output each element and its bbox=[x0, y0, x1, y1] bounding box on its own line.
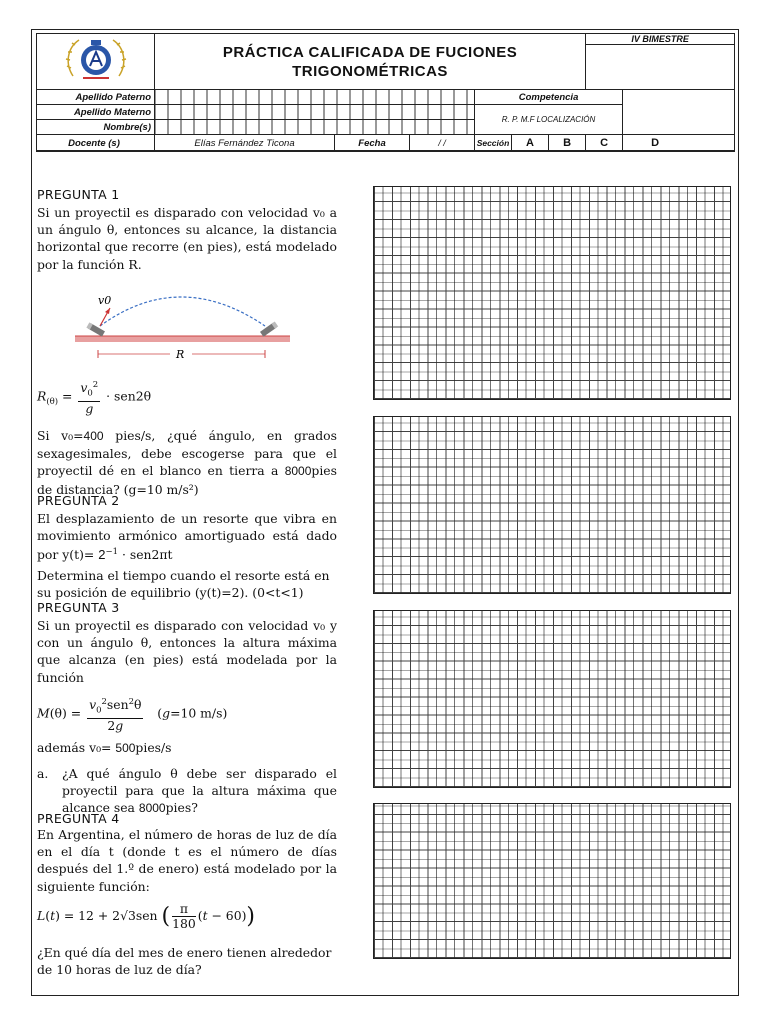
answer-grid-1[interactable] bbox=[373, 186, 731, 400]
apellido-paterno-label: Apellido Paterno bbox=[37, 90, 155, 105]
section-d[interactable]: D bbox=[623, 135, 735, 152]
fig-r-label: R bbox=[176, 348, 185, 361]
projectile-figure bbox=[70, 288, 300, 363]
apellido-materno-label: Apellido Materno bbox=[37, 105, 155, 120]
section-c[interactable]: C bbox=[586, 135, 623, 152]
q3-heading: PREGUNTA 3 bbox=[37, 600, 120, 615]
docente-name: Elías Fernández Ticona bbox=[155, 135, 335, 152]
q4-question: ¿En qué día del mes de enero tienen alrededor de 10 horas de luz de día? bbox=[37, 945, 332, 978]
q1-heading: PREGUNTA 1 bbox=[37, 187, 120, 202]
apellido-paterno-field[interactable] bbox=[155, 90, 475, 105]
page-title: PRÁCTICA CALIFICADA DE FUCIONES TRIGONOMÉTRICAS bbox=[155, 34, 586, 90]
docente-label: Docente (s) bbox=[37, 135, 155, 152]
q4-heading: PREGUNTA 4 bbox=[37, 811, 120, 826]
nombres-field[interactable] bbox=[155, 120, 475, 135]
q2-heading: PREGUNTA 2 bbox=[37, 493, 120, 508]
q3-text: Si un proyectil es disparado con velocidad v₀ y con un ángulo θ, entonces la altura máxima que alcanza (en pies) está modelada por la función bbox=[37, 618, 337, 685]
nombres-label: Nombre(s) bbox=[37, 120, 155, 135]
q3-height-value: 8000 bbox=[138, 801, 166, 816]
q3-item-a: a. ¿A qué ángulo θ debe ser disparado el proyectil para que la altura máxima que alcance sea 8000pies? bbox=[37, 766, 337, 816]
q1-distance-value: 8000 bbox=[284, 464, 312, 479]
q3-v0-value: 500 bbox=[115, 741, 136, 755]
q2-text: El desplazamiento de un resorte que vibra en movimiento armónico amortiguado está dado por $y(t)= 2^{-1} \cdot sen2\pi t$ bbox=[37, 511, 337, 563]
bimestre-cell bbox=[586, 34, 735, 90]
competencia-label: Competencia bbox=[475, 90, 623, 105]
fecha-field[interactable]: / / bbox=[410, 135, 475, 152]
logo-cell bbox=[37, 34, 155, 90]
q3-ademas: además v₀= 500pies/s bbox=[37, 740, 172, 755]
answer-grid-4[interactable] bbox=[373, 803, 731, 959]
bimestre-label: IV BIMESTRE bbox=[586, 34, 734, 45]
q1-v0-value: 400 bbox=[83, 429, 104, 443]
section-a[interactable]: A bbox=[512, 135, 549, 152]
q2-text2: Determina el tiempo cuando el resorte está en su posición de equilibrio (y(t)=2). (0<t<1) bbox=[37, 568, 330, 601]
apellido-materno-field[interactable] bbox=[155, 105, 475, 120]
q1-question: Si v₀=400 pies/s, ¿qué ángulo, en grados sexagesimales, debe escogerse para que el proyectil dé en el blanco en tierra a 8000pies de distancia? (g=10 m/s²) bbox=[37, 428, 337, 497]
fig-v0-label: v0 bbox=[98, 294, 112, 307]
notes-cell bbox=[623, 90, 735, 135]
answer-grid-2[interactable] bbox=[373, 416, 731, 594]
section-b[interactable]: B bbox=[549, 135, 586, 152]
q3-formula: M(θ) = $\frac{v_0^2sen^2\theta}{2g}$ (g=10 m/s) bbox=[37, 697, 228, 733]
header-divider bbox=[36, 150, 734, 151]
answer-grid-3[interactable] bbox=[373, 610, 731, 788]
q1-formula: $R_{(\theta)}$ = $\frac{v_0^2}{g}$ · sen2θ bbox=[37, 380, 152, 416]
header-table bbox=[36, 33, 735, 152]
school-crest-icon bbox=[61, 34, 131, 84]
q4-formula: L(t) = 12 + 2√3sen ( $\frac{\pi}{180}$ (t − 60)) bbox=[37, 901, 256, 931]
competencia-value: R. P. M.F LOCALIZACIÓN bbox=[475, 105, 623, 135]
fecha-label: Fecha bbox=[335, 135, 410, 152]
q1-text: Si un proyectil es disparado con velocidad v₀ a un ángulo θ, entonces su alcance, la distancia horizontal que recorre (en pies), está modelado por la función R. bbox=[37, 205, 337, 272]
seccion-label: Sección bbox=[475, 135, 512, 152]
q4-text: En Argentina, el número de horas de luz de día en el día t (donde t es el número de días después del 1.º de enero) está modelado por la siguiente función: bbox=[37, 827, 337, 894]
